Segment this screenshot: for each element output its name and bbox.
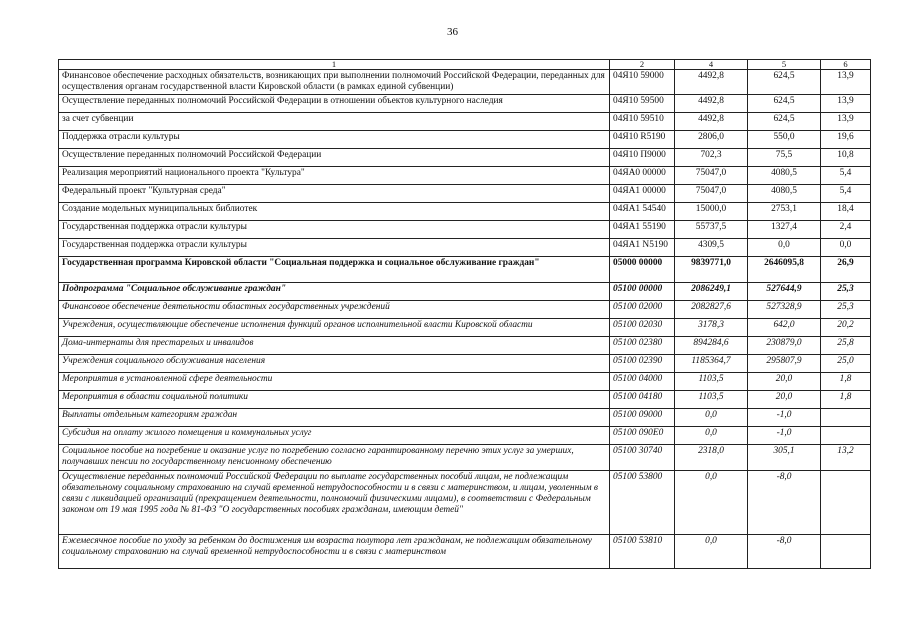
table-row <box>59 355 871 373</box>
row-code: 04ЯА1 55190 <box>610 221 675 239</box>
table-row <box>59 535 871 569</box>
row-code: 04Я10 П9000 <box>610 149 675 167</box>
row-percent: 25,3 <box>821 283 871 301</box>
row-name: Мероприятия в установленной сфере деятельности <box>59 373 610 391</box>
row-fact: 2753,1 <box>748 203 821 221</box>
row-fact: 0,0 <box>748 239 821 257</box>
row-name: Создание модельных муниципальных библиотек <box>59 203 610 221</box>
table-row <box>59 257 871 283</box>
row-code: 05100 02030 <box>610 319 675 337</box>
table-row <box>59 167 871 185</box>
row-plan: 0,0 <box>675 409 748 427</box>
table-row <box>59 391 871 409</box>
row-plan: 15000,0 <box>675 203 748 221</box>
row-percent: 26,9 <box>821 257 871 283</box>
row-fact: 642,0 <box>748 319 821 337</box>
row-name: Финансовое обеспечение расходных обязательств, возникающих при выполнении полномочий Российской Федерации, переданных для осуществления органам государственной власти Кировской области (в рамках единой субвенции) <box>59 70 610 95</box>
row-name: Федеральный проект "Культурная среда" <box>59 185 610 203</box>
row-name: Мероприятия в области социальной политики <box>59 391 610 409</box>
row-code: 05100 04000 <box>610 373 675 391</box>
row-plan: 702,3 <box>675 149 748 167</box>
row-percent: 25,8 <box>821 337 871 355</box>
table-row <box>59 239 871 257</box>
table-row <box>59 131 871 149</box>
budget-table <box>58 59 871 569</box>
row-fact: 624,5 <box>748 70 821 95</box>
row-percent: 13,9 <box>821 70 871 95</box>
row-fact: 305,1 <box>748 445 821 471</box>
row-percent: 5,4 <box>821 167 871 185</box>
row-name: Субсидия на оплату жилого помещения и коммунальных услуг <box>59 427 610 445</box>
row-plan: 4492,8 <box>675 95 748 113</box>
row-name: Учреждения, осуществляющие обеспечение исполнения функций органов исполнительной власти Кировской области <box>59 319 610 337</box>
row-fact: 20,0 <box>748 373 821 391</box>
row-plan: 75047,0 <box>675 185 748 203</box>
table-row <box>59 301 871 319</box>
row-code: 04ЯА1 00000 <box>610 185 675 203</box>
row-percent: 2,4 <box>821 221 871 239</box>
row-code: 04Я10 59000 <box>610 70 675 95</box>
row-code: 04ЯА0 00000 <box>610 167 675 185</box>
table-row <box>59 409 871 427</box>
row-code: 05100 30740 <box>610 445 675 471</box>
table-row <box>59 337 871 355</box>
row-plan: 4492,8 <box>675 70 748 95</box>
column-header: 1 <box>59 60 610 70</box>
row-name: Учреждения социального обслуживания населения <box>59 355 610 373</box>
row-fact: 1327,4 <box>748 221 821 239</box>
row-code: 04Я10 59500 <box>610 95 675 113</box>
row-plan: 1103,5 <box>675 373 748 391</box>
row-plan: 2806,0 <box>675 131 748 149</box>
row-name: Подпрограмма "Социальное обслуживание граждан" <box>59 283 610 301</box>
row-name: Социальное пособие на погребение и оказание услуг по погребению согласно гарантированному перечню этих услуг за умерших, получавших пенсии по государственному пенсионному обеспечению <box>59 445 610 471</box>
row-plan: 3178,3 <box>675 319 748 337</box>
row-code: 05100 04180 <box>610 391 675 409</box>
row-code: 04Я10 59510 <box>610 113 675 131</box>
row-name: Государственная поддержка отрасли культуры <box>59 221 610 239</box>
row-fact: -8,0 <box>748 471 821 535</box>
row-name: Осуществление переданных полномочий Российской Федерации по выплате государственных пособий лицам, не подлежащим обязательному социальному страхованию на случай временной нетрудоспособности и в связи с материнством, и лицам, уволенным в связи с ликвидацией организаций (прекращением деятельности, полномочий физическими лицами), в соответствии с Федеральным законом от 19 мая 1995 года № 81-ФЗ "О государственных пособиях гражданам, имеющим детей" <box>59 471 610 535</box>
row-name: Дома-интернаты для престарелых и инвалидов <box>59 337 610 355</box>
table-row <box>59 221 871 239</box>
row-percent: 1,8 <box>821 373 871 391</box>
row-percent: 19,6 <box>821 131 871 149</box>
row-fact: 295807,9 <box>748 355 821 373</box>
table-row <box>59 95 871 113</box>
row-fact: 75,5 <box>748 149 821 167</box>
column-header: 2 <box>610 60 675 70</box>
row-fact: 4080,5 <box>748 167 821 185</box>
table-row <box>59 319 871 337</box>
table-row <box>59 185 871 203</box>
row-fact: 624,5 <box>748 113 821 131</box>
row-code: 04ЯА1 N5190 <box>610 239 675 257</box>
row-fact: -1,0 <box>748 427 821 445</box>
row-plan: 2086249,1 <box>675 283 748 301</box>
row-name: Осуществление переданных полномочий Российской Федерации <box>59 149 610 167</box>
row-plan: 0,0 <box>675 427 748 445</box>
row-percent: 18,4 <box>821 203 871 221</box>
row-percent: 10,8 <box>821 149 871 167</box>
row-plan: 1185364,7 <box>675 355 748 373</box>
row-code: 05100 09000 <box>610 409 675 427</box>
row-plan: 75047,0 <box>675 167 748 185</box>
row-name: Ежемесячное пособие по уходу за ребенком до достижения им возраста полутора лет гражданам, не подлежащим обязательному социальному страхованию на случай временной нетрудоспособности и в связи с материнством <box>59 535 610 569</box>
row-fact: -8,0 <box>748 535 821 569</box>
column-header: 5 <box>748 60 821 70</box>
table-row <box>59 445 871 471</box>
table-row <box>59 203 871 221</box>
row-plan: 4492,8 <box>675 113 748 131</box>
row-fact: 624,5 <box>748 95 821 113</box>
row-code: 05100 02390 <box>610 355 675 373</box>
table-row <box>59 283 871 301</box>
row-plan: 4309,5 <box>675 239 748 257</box>
row-plan: 0,0 <box>675 471 748 535</box>
row-percent: 13,2 <box>821 445 871 471</box>
row-percent: 5,4 <box>821 185 871 203</box>
row-code: 05000 00000 <box>610 257 675 283</box>
row-fact: 527328,9 <box>748 301 821 319</box>
row-fact: 550,0 <box>748 131 821 149</box>
row-code: 05100 02380 <box>610 337 675 355</box>
row-name: Поддержка отрасли культуры <box>59 131 610 149</box>
table-row <box>59 70 871 95</box>
row-name: Выплаты отдельным категориям граждан <box>59 409 610 427</box>
row-plan: 0,0 <box>675 535 748 569</box>
row-fact: 527644,9 <box>748 283 821 301</box>
row-fact: -1,0 <box>748 409 821 427</box>
row-percent: 0,0 <box>821 239 871 257</box>
column-header: 6 <box>821 60 871 70</box>
row-fact: 20,0 <box>748 391 821 409</box>
row-plan: 1103,5 <box>675 391 748 409</box>
column-header: 4 <box>675 60 748 70</box>
table-row <box>59 427 871 445</box>
row-name: за счет субвенции <box>59 113 610 131</box>
row-code: 05100 53810 <box>610 535 675 569</box>
table-row <box>59 373 871 391</box>
row-percent: 13,9 <box>821 95 871 113</box>
table-row <box>59 113 871 131</box>
row-plan: 2318,0 <box>675 445 748 471</box>
row-percent <box>821 409 871 427</box>
table-row <box>59 471 871 535</box>
row-fact: 4080,5 <box>748 185 821 203</box>
row-percent <box>821 471 871 535</box>
row-code: 05100 02000 <box>610 301 675 319</box>
row-percent: 1,8 <box>821 391 871 409</box>
row-name: Осуществление переданных полномочий Российской Федерации в отношении объектов культурного наследия <box>59 95 610 113</box>
row-plan: 2082827,6 <box>675 301 748 319</box>
column-number-row <box>59 60 871 70</box>
row-fact: 230879,0 <box>748 337 821 355</box>
row-name: Финансовое обеспечение деятельности областных государственных учреждений <box>59 301 610 319</box>
row-code: 05100 090Е0 <box>610 427 675 445</box>
table-row <box>59 149 871 167</box>
row-plan: 9839771,0 <box>675 257 748 283</box>
row-name: Государственная поддержка отрасли культуры <box>59 239 610 257</box>
row-percent: 25,3 <box>821 301 871 319</box>
row-percent: 25,0 <box>821 355 871 373</box>
row-percent: 20,2 <box>821 319 871 337</box>
page-number: 36 <box>447 26 458 38</box>
row-code: 04ЯА1 54540 <box>610 203 675 221</box>
row-percent <box>821 535 871 569</box>
row-code: 05100 00000 <box>610 283 675 301</box>
row-name: Государственная программа Кировской области "Социальная поддержка и социальное обслуживание граждан" <box>59 257 610 283</box>
row-name: Реализация мероприятий национального проекта "Культура" <box>59 167 610 185</box>
row-code: 05100 53800 <box>610 471 675 535</box>
row-code: 04Я10 R5190 <box>610 131 675 149</box>
row-percent <box>821 427 871 445</box>
row-fact: 2646095,8 <box>748 257 821 283</box>
row-percent: 13,9 <box>821 113 871 131</box>
row-plan: 894284,6 <box>675 337 748 355</box>
row-plan: 55737,5 <box>675 221 748 239</box>
